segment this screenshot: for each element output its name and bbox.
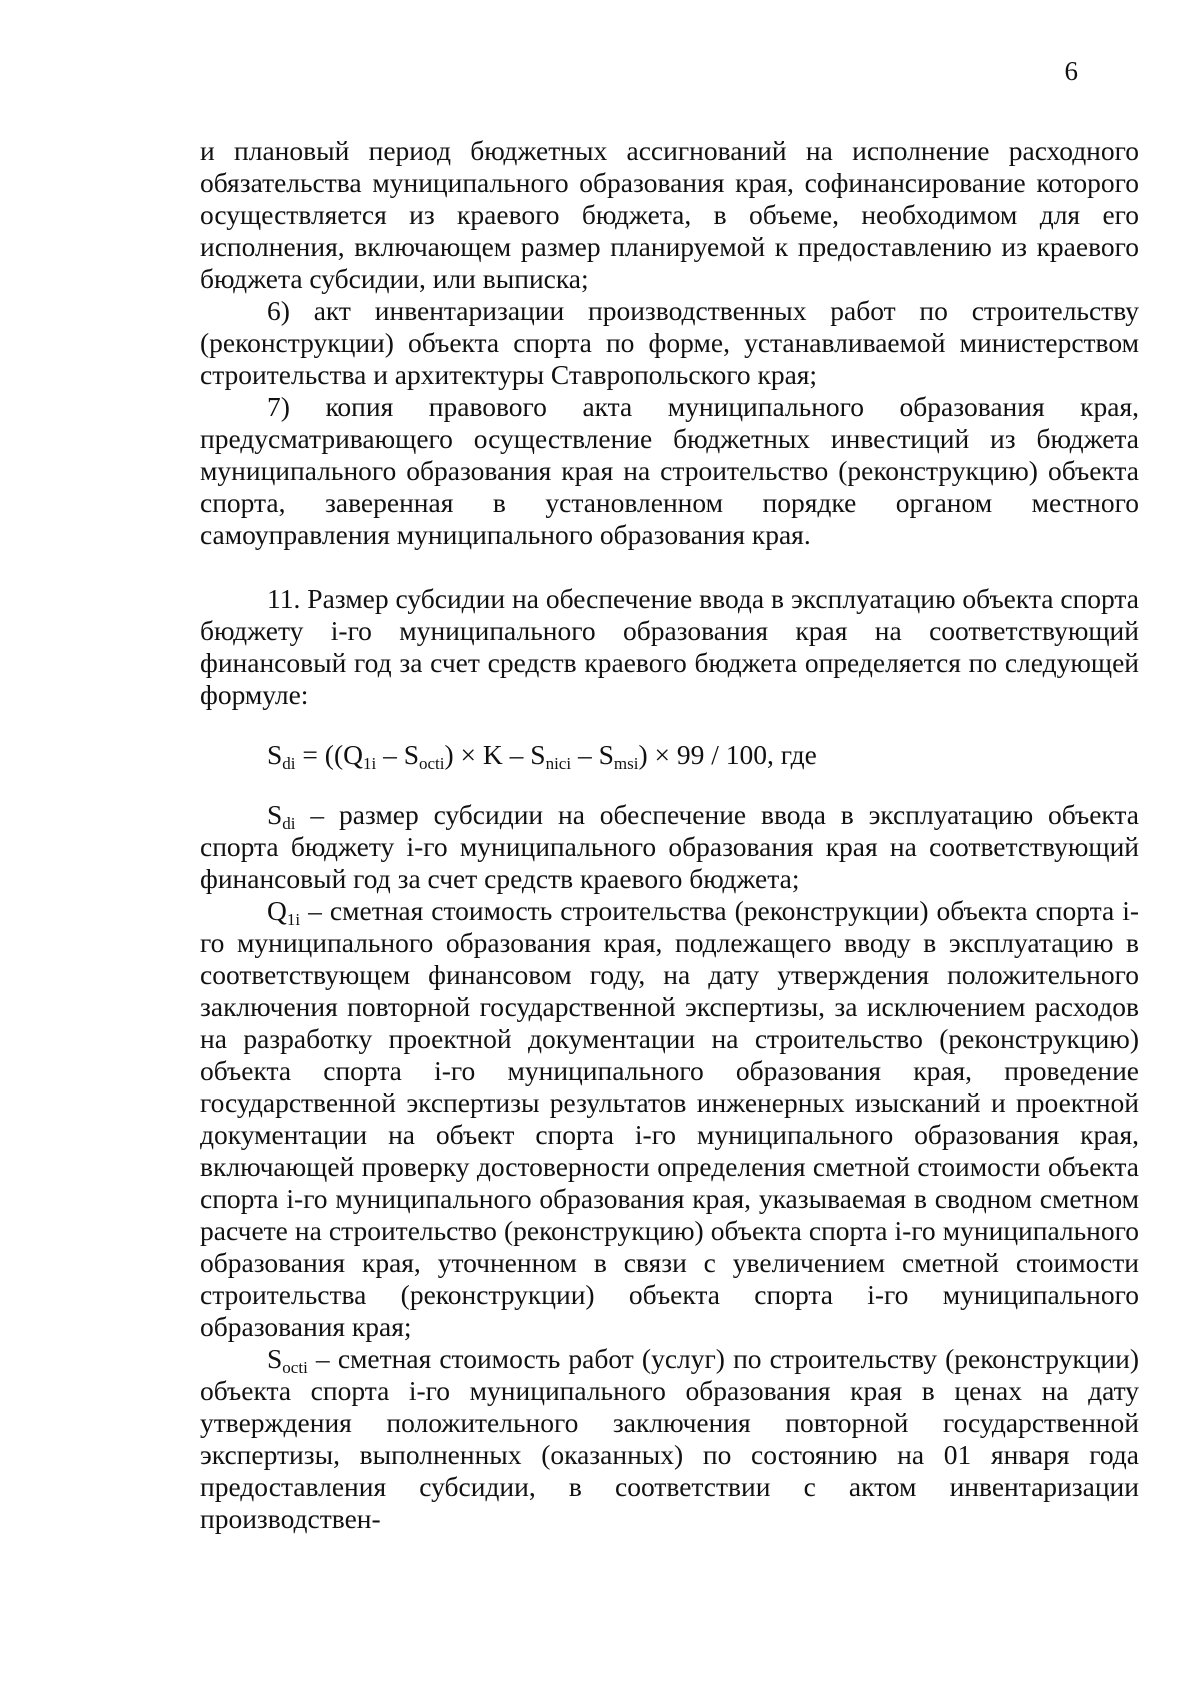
paragraph-budget-extract: и плановый период бюджетных ассигнований на исполнение расходного обязательства муниципального образования края, софинансирование которого осуществляется из краевого бюджета, в объеме, необходимом для его исполнения, включающем размер планируемой к предоставлению из краевого бюджета субсидии, или выписка; (200, 135, 1139, 294)
paragraph-item-6: 6) акт инвентаризации производственных работ по строительству (реконструкции) объекта спорта по форме, устанавливаемой министерством строительства и архитектуры Ставропольского края; (200, 295, 1139, 390)
document-body (200, 135, 1139, 1535)
paragraph-item-7: 7) копия правового акта муниципального образования края, предусматривающего осуществление бюджетных инвестиций из бюджета муниципального образования края на строительство (реконструкцию) объекта спорта, заверенная в установленном порядке органом местного самоуправления муниципального образования края. (200, 391, 1139, 550)
paragraph-section-11: 11. Размер субсидии на обеспечение ввода в эксплуатацию объекта спорта бюджету i-го муниципального образования края на соответствующий финансовый год за счет средств краевого бюджета определяется по следующей формуле: (200, 583, 1139, 710)
definition-q1i: $Q_{1i}$ – сметная стоимость строительства (реконструкции) объекта спорта i-го муниципального образования края, подлежащего вводу в эксплуатацию в соответствующем финансовом году, на дату утверждения положительного заключения повторной государственной экспертизы, за исключением расходов на разработку проектной документации на строительство (реконструкцию) объекта спорта i-го муниципального образования края, проведение государственной экспертизы результатов инженерных изысканий и проектной документации на объект спорта i-го муниципального образования края, включающей проверку достоверности определения сметной стоимости объекта спорта i-го муниципального образования края, указываемая в сводном сметном расчете на строительство (реконструкцию) объекта спорта i-го муниципального образования края, уточненном в связи с увеличением сметной стоимости строительства (реконструкции) объекта спорта i-го муниципального образования края; (200, 895, 1139, 1342)
definition-socti: $S_{octi}$ – сметная стоимость работ (услуг) по строительству (реконструкции) объекта спорта i-го муниципального образования края в ценах на дату утверждения положительного заключения повторной государственной экспертизы, выполненных (оказанных) по состоянию на 01 января года предоставления субсидии, в соответствии с актом инвентаризации производствен- (200, 1343, 1139, 1534)
definition-sdi: $S_{di}$ – размер субсидии на обеспечение ввода в эксплуатацию объекта спорта бюджету i-го муниципального образования края на соответствующий финансовый год за счет средств краевого бюджета; (200, 799, 1139, 894)
subsidy-formula: $S_{di} = ((Q_{1i} - S_{octi}) \times K - S_{nici} - S_{msi}) \times 99 / 100$, где (267, 739, 817, 773)
page-number: 6 (1064, 56, 1078, 86)
